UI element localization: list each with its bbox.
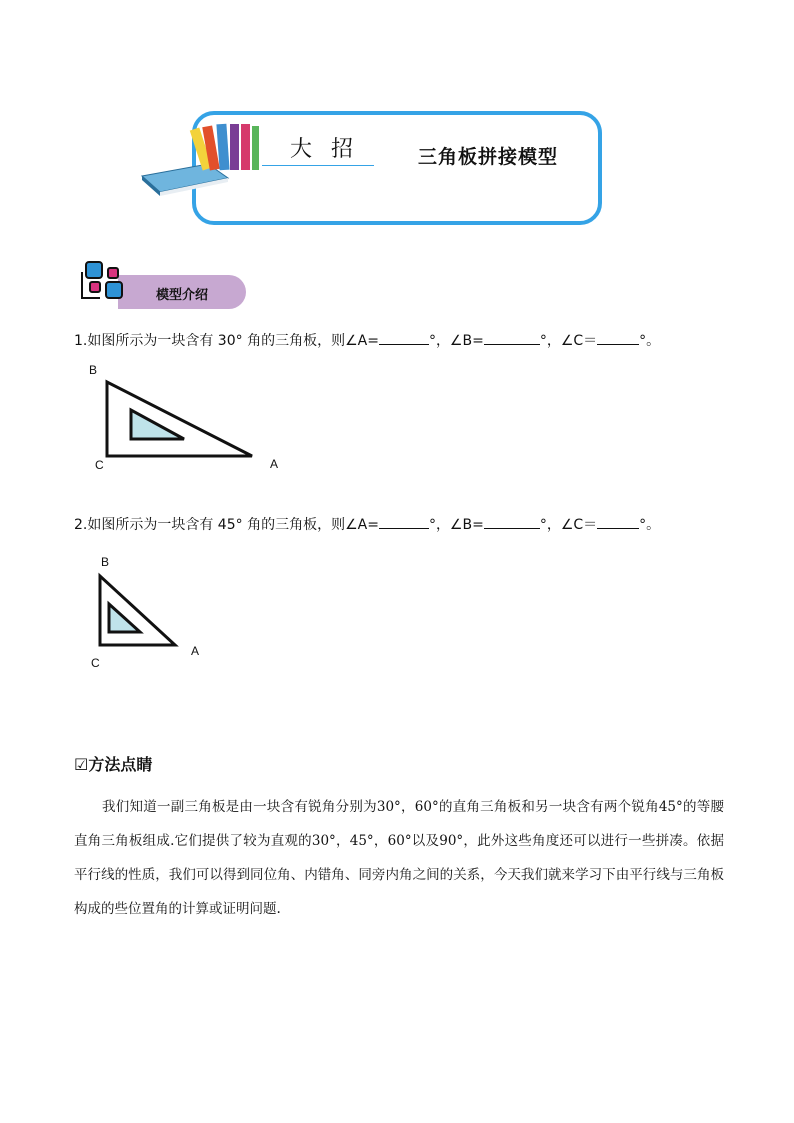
vertex-label-b: B [89,363,98,377]
answer-blank-a[interactable] [379,514,429,529]
grid-squares-icon [80,258,130,304]
question-text: °，∠C＝ [539,333,598,349]
answer-blank-c[interactable] [597,330,639,345]
triangle-45-figure [95,572,185,650]
method-heading-text: 方法点睛 [88,755,153,774]
question-text: °，∠B= [428,517,484,533]
answer-blank-a[interactable] [379,330,429,345]
answer-blank-c[interactable] [597,514,639,529]
books-icon [138,118,268,196]
question-1 [74,330,660,350]
vertex-label-a: A [191,644,200,658]
vertex-label-c: C [91,656,100,670]
banner-underline [262,165,374,166]
question-text: °。 [639,517,661,533]
question-2 [74,514,660,534]
answer-blank-b[interactable] [484,514,540,529]
question-text: °，∠C＝ [539,517,598,533]
vertex-label-b: B [101,555,110,569]
method-paragraph: 我们知道一副三角板是由一块含有锐角分别为30°，60°的直角三角板和另一块含有两个锐角45°的等腰直角三角板组成.它们提供了较为直观的30°，45°，60°以及90°，此外这些角度还可以进行一些拼凑。依据平行线的性质，我们可以得到同位角、内错角、同旁内角之间的关系，今天我们就来学习下由平行线与三角板构成的些位置角的计算或证明问题. [74,799,724,917]
method-heading [74,752,152,775]
banner-badge: 大 招 [290,137,359,162]
question-text: 2.如图所示为一块含有 45° 角的三角板，则∠A= [74,517,379,533]
triangle-30-figure [100,378,260,462]
vertex-label-c: C [95,458,104,472]
checkbox-icon: ☑ [74,755,89,774]
question-text: °。 [639,333,661,349]
question-text: °，∠B= [428,333,484,349]
section-label: 模型介绍 [156,288,209,303]
vertex-label-a: A [270,457,279,471]
page-title: 三角板拼接模型 [418,146,559,168]
answer-blank-b[interactable] [484,330,540,345]
question-text: 1.如图所示为一块含有 30° 角的三角板，则∠A= [74,333,379,349]
